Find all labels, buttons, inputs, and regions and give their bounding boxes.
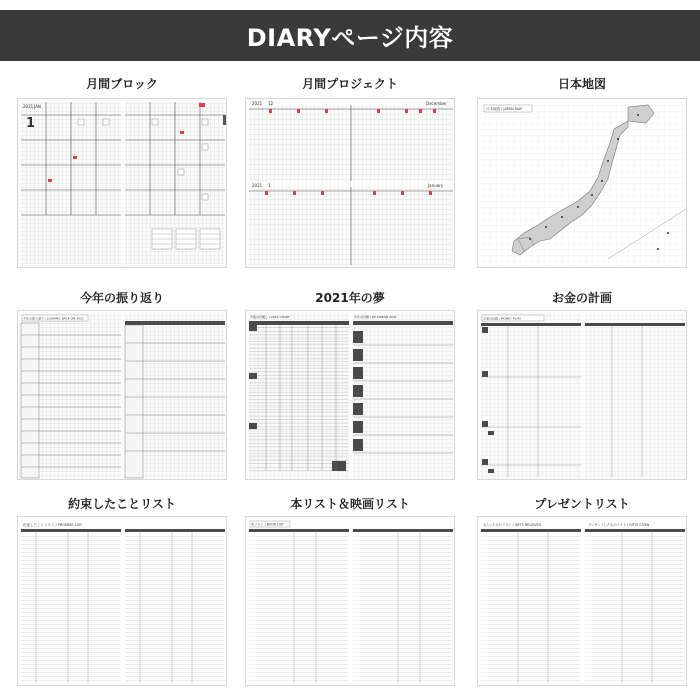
dream-left-title: 今後の見通し / 2021 CHART xyxy=(250,315,290,319)
project-name-bottom: January xyxy=(428,183,444,188)
label-looking-back: 今年の振り返り xyxy=(79,291,164,305)
thumb-japan-map xyxy=(477,98,687,268)
project-name-top: December xyxy=(426,101,447,106)
label-money-plan: お金の計画 xyxy=(551,291,612,305)
money-title: お金の計画 / MONEY PLAN xyxy=(483,316,521,321)
thumb-promise-list xyxy=(17,516,227,686)
header-banner xyxy=(0,10,700,61)
thumb-monthly-block xyxy=(17,98,227,268)
project-year-top: 2021 xyxy=(252,101,263,106)
gifts-left-title: もらったものリスト / GIFTS RECEIVED xyxy=(483,523,541,527)
thumb-dream xyxy=(245,310,455,480)
thumb-looking-back xyxy=(17,310,227,480)
looking-back-title: 今年の振り返り / LOOKING BACK ON 2021 xyxy=(23,316,84,321)
project-month-bottom: 1 xyxy=(268,183,271,188)
label-book-movie-list: 本リスト＆映画リスト xyxy=(290,497,410,511)
block-month-number: 1 xyxy=(26,116,36,131)
gifts-right-title: プレゼントしたものリスト / GIFTS GIVEN xyxy=(588,523,650,527)
books-title: 本リスト / BOOK LIST xyxy=(251,522,284,527)
label-gift-list: プレゼントリスト xyxy=(534,497,630,511)
project-year-bottom: 2021 xyxy=(252,183,263,188)
promise-title: 約束したことリスト / PROMISE LIST xyxy=(23,523,83,527)
page-title: DIARYページ内容 xyxy=(246,24,454,52)
label-monthly-block: 月間ブロック xyxy=(86,77,158,91)
dream-right-title: 今年の目標 / MY DREAM 2021 xyxy=(354,315,397,319)
label-dream: 2021年の夢 xyxy=(315,291,385,305)
label-promise-list: 約束したことリスト xyxy=(68,497,176,511)
thumb-money-plan xyxy=(477,310,687,480)
block-year: 2021 xyxy=(23,104,34,109)
label-monthly-project: 月間プロジェクト xyxy=(302,77,398,91)
thumb-gift-list xyxy=(477,516,687,686)
map-title: 日本地図 / JAPAN MAP xyxy=(486,107,523,111)
block-month-name: JAN xyxy=(34,104,41,109)
thumb-book-movie-list xyxy=(245,516,455,686)
thumb-monthly-project xyxy=(245,98,455,268)
project-month-top: 12 xyxy=(268,101,274,106)
label-japan-map: 日本地図 xyxy=(557,77,606,91)
